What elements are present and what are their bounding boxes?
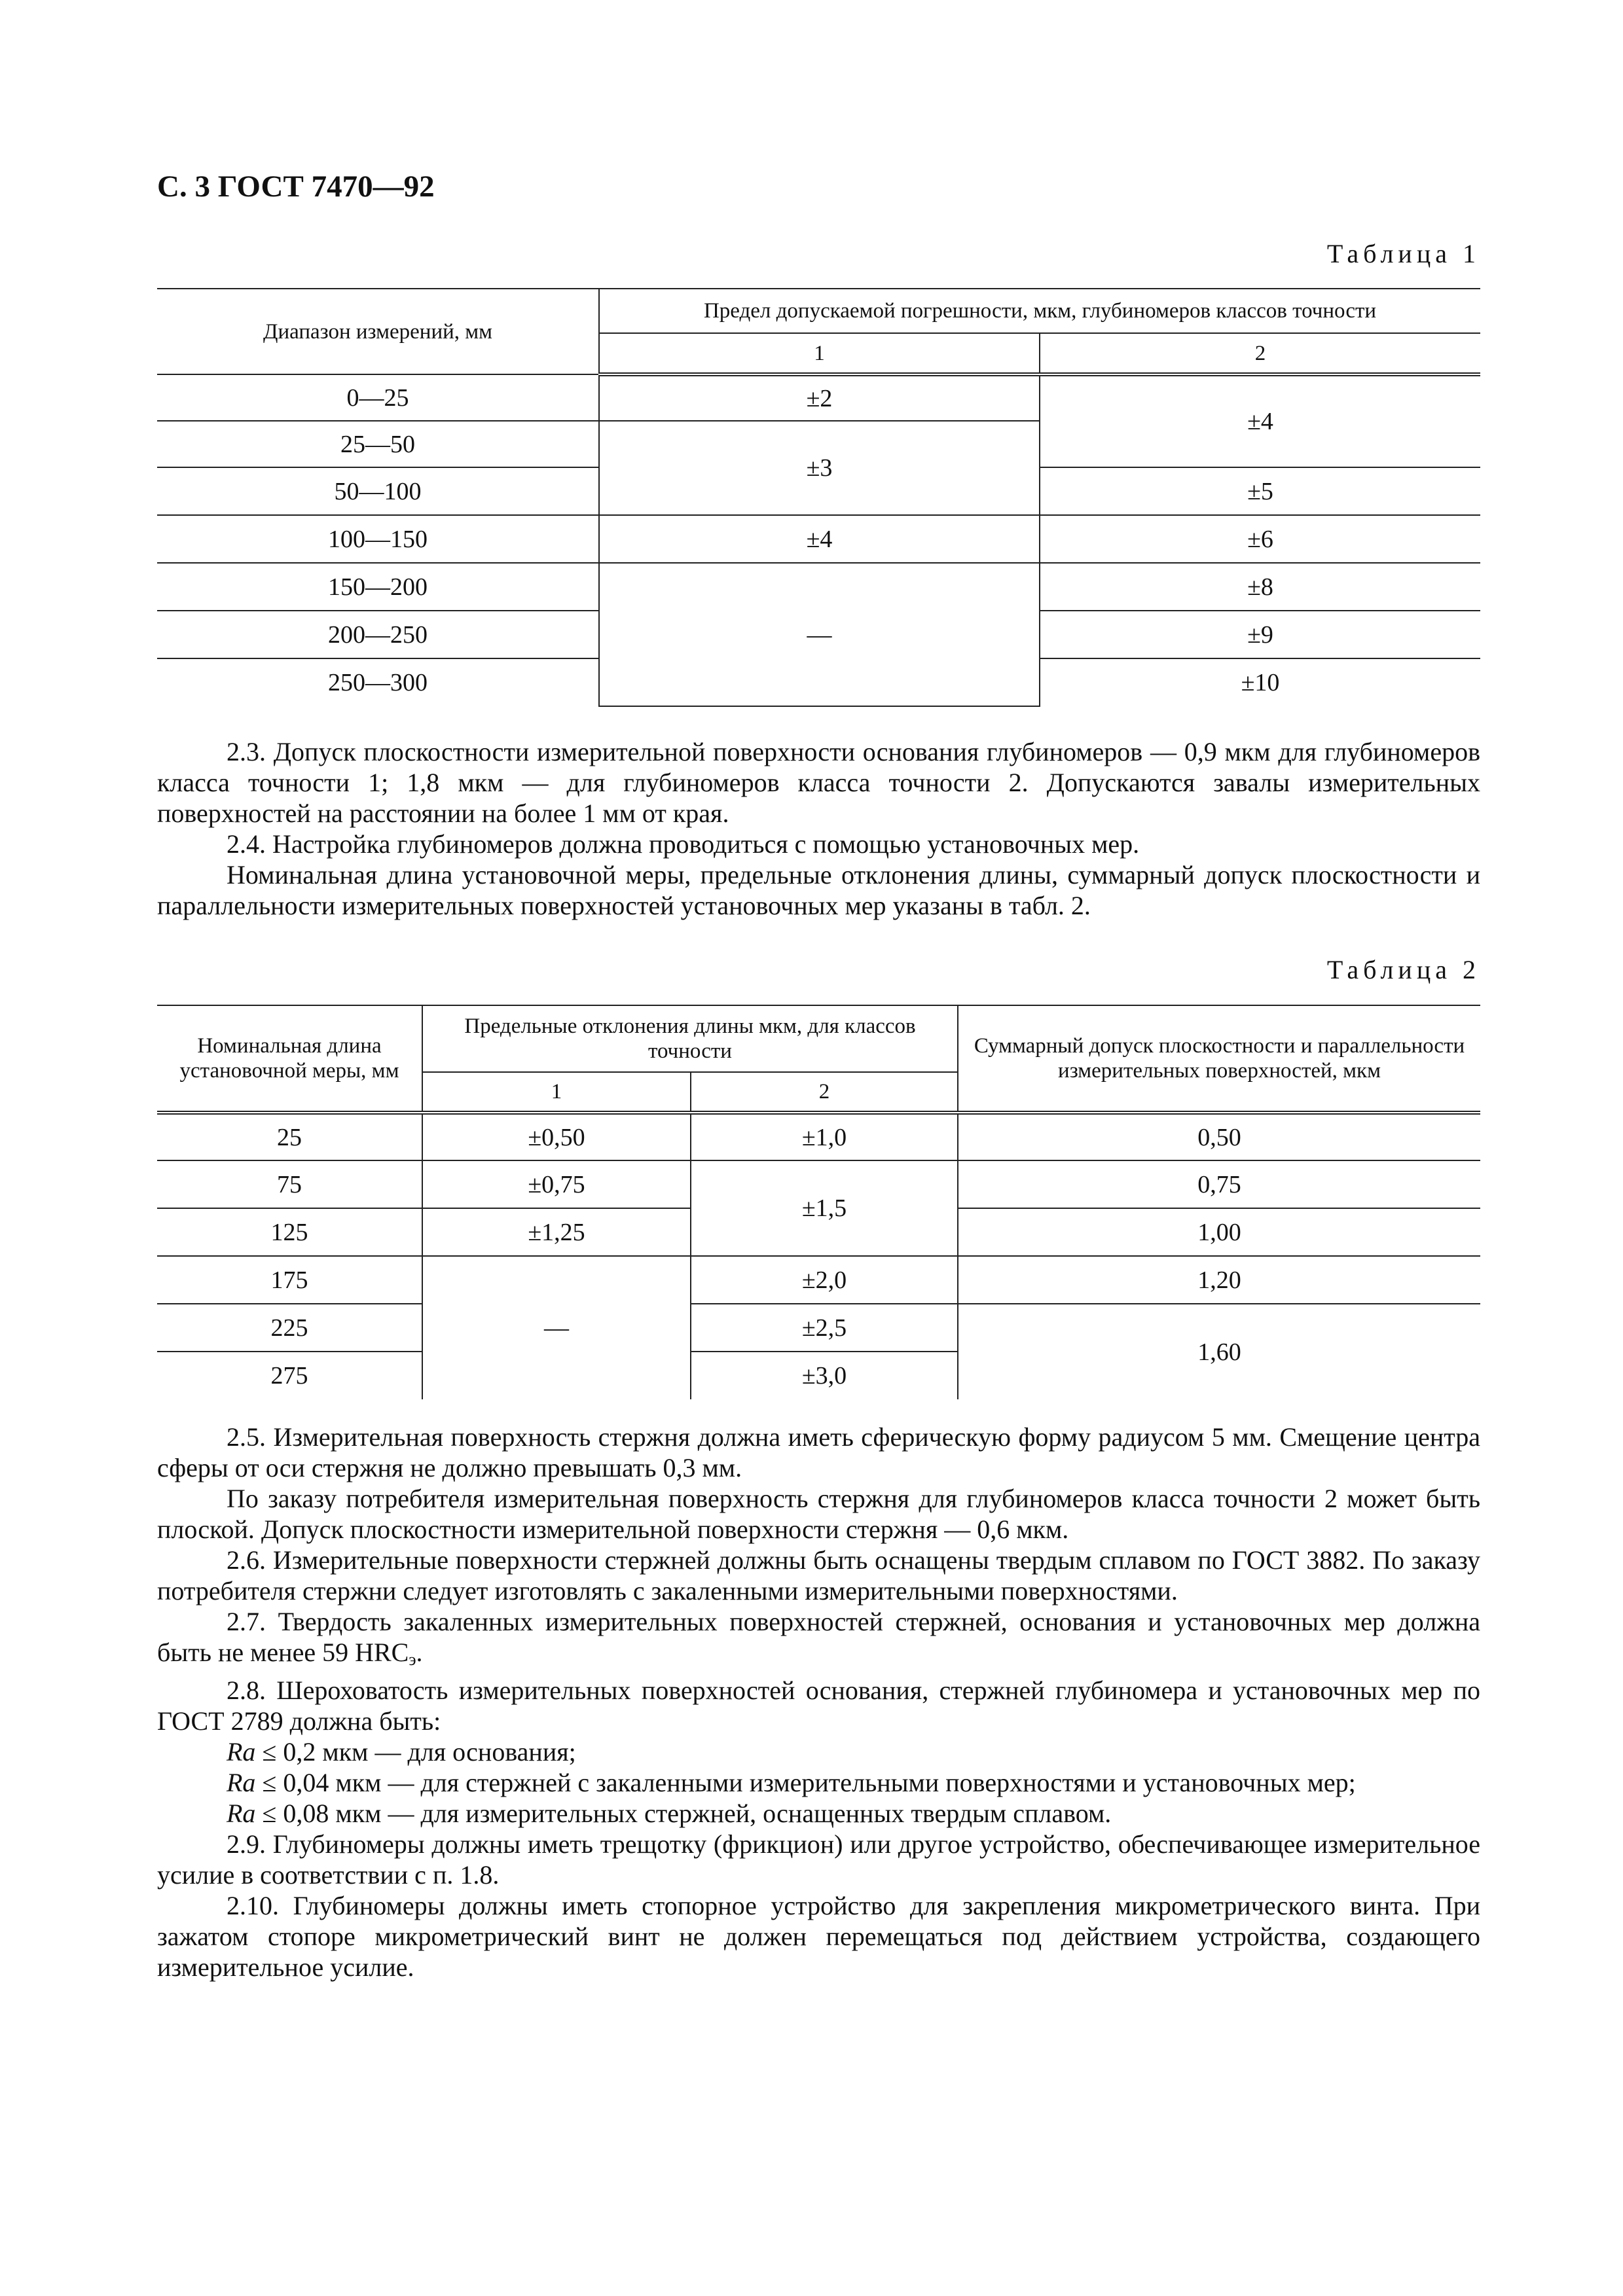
paragraph-2-8: 2.8. Шероховатость измерительных поверхностей основания, стержней глубиномера и установочных мер по ГОСТ 2789 должна быть:: [157, 1676, 1480, 1736]
t1-cell: ±6: [1040, 515, 1480, 563]
table2-caption: Таблица 2: [1326, 955, 1480, 984]
paragraph-2-4: 2.4. Настройка глубиномеров должна проводиться с помощью установочных мер.: [227, 829, 1140, 859]
t2-cell: 1,60: [958, 1304, 1480, 1399]
t1-cell: ±3: [599, 421, 1040, 515]
t2-cell: 75: [157, 1160, 422, 1208]
paragraph-2-5: 2.5. Измерительная поверхность стержня должна иметь сферическую форму радиусом 5 мм. Смещение центра сферы от оси стержня не должно превышать 0,3 мм.: [157, 1422, 1480, 1482]
t1-cell: 25—50: [157, 421, 599, 467]
t2-cell: ±0,75: [422, 1160, 691, 1208]
t2-cell: 275: [157, 1352, 422, 1399]
paragraph-2-3: 2.3. Допуск плоскостности измерительной поверхности основания глубиномеров — 0,9 мкм для глубиномеров класса точности 1; 1,8 мкм — для глубиномеров класса точности 2. Допускаются завалы измерительных поверхностей на расстоянии на более 1 мм от края.: [157, 737, 1480, 828]
t2-cell: ±0,50: [422, 1113, 691, 1160]
t1-cell: ±5: [1040, 467, 1480, 515]
t2-header-class1: 1: [422, 1072, 691, 1113]
t2-cell: ±3,0: [691, 1352, 958, 1399]
t1-header-class2: 2: [1040, 333, 1480, 374]
t1-cell: 50—100: [157, 467, 599, 515]
t2-cell: 1,20: [958, 1256, 1480, 1304]
paragraph-2-5b: По заказу потребителя измерительная поверхность стержня для глубиномеров класса точности 2 может быть плоской. Допуск плоскостности измерительной поверхности стержня — 0,6 мкм.: [157, 1484, 1480, 1544]
ra-line-2: [157, 1767, 1480, 1798]
t2-cell: 0,50: [958, 1113, 1480, 1160]
ra-text: ≤ 0,08 мкм — для измерительных стержней, оснащенных твердым сплавом.: [255, 1799, 1112, 1828]
t2-cell: ±2,5: [691, 1304, 958, 1352]
table2: [157, 1005, 1480, 1399]
page-header: С. 3 ГОСТ 7470—92: [157, 170, 435, 204]
t1-cell: ±10: [1040, 658, 1480, 706]
ra-symbol: Ra: [227, 1768, 256, 1797]
ra-symbol: Ra: [227, 1737, 256, 1767]
t2-cell: 225: [157, 1304, 422, 1352]
paragraph-2-9: 2.9. Глубиномеры должны иметь трещотку (фрикцион) или другое устройство, обеспечивающее измерительное усилие в соответствии с п. 1.8.: [157, 1829, 1480, 1890]
paragraph-2-10: 2.10. Глубиномеры должны иметь стопорное устройство для закрепления микрометрического винта. При зажатом стопоре микрометрический винт не должен перемещаться под действием устройства, создающего измерительное усилие.: [157, 1891, 1480, 1982]
ra-text: ≤ 0,04 мкм — для стержней с закаленными измерительными поверхностями и установочных мер;: [255, 1768, 1356, 1797]
t1-cell: 0—25: [157, 374, 599, 421]
table1-caption: Таблица 1: [1326, 239, 1480, 268]
t2-cell: 0,75: [958, 1160, 1480, 1208]
text-block-1: [157, 736, 1480, 921]
t1-cell: ±4: [599, 515, 1040, 563]
p27-end: .: [416, 1638, 423, 1667]
t1-header-range: Диапазон измерений, мм: [157, 289, 599, 374]
ra-line-1: [157, 1736, 1480, 1767]
t1-header-limit: Предел допускаемой погрешности, мкм, глубиномеров классов точности: [599, 289, 1480, 333]
t1-cell: ±9: [1040, 611, 1480, 658]
ra-symbol: Ra: [227, 1799, 256, 1828]
t1-cell: ±2: [599, 374, 1040, 421]
t2-cell: ±1,5: [691, 1160, 958, 1256]
t1-cell: 200—250: [157, 611, 599, 658]
t2-header-class2: 2: [691, 1072, 958, 1113]
paragraph-2-6: 2.6. Измерительные поверхности стержней должны быть оснащены твердым сплавом по ГОСТ 3882. По заказу потребителя стержни следует изготовлять с закаленными измерительными поверхностями.: [157, 1545, 1480, 1605]
t2-cell: 1,00: [958, 1208, 1480, 1256]
text-block-2: [157, 1422, 1480, 1982]
t2-cell: 175: [157, 1256, 422, 1304]
t1-cell: 150—200: [157, 563, 599, 611]
t1-cell: 250—300: [157, 658, 599, 706]
paragraph-2-4b: Номинальная длина установочной меры, предельные отклонения длины, суммарный допуск плоскостности и параллельности измерительных поверхностей установочных мер указаны в табл. 2.: [157, 860, 1480, 920]
paragraph-2-7: [157, 1606, 1480, 1675]
ra-line-3: [157, 1798, 1480, 1829]
t2-cell: 25: [157, 1113, 422, 1160]
ra-text: ≤ 0,2 мкм — для основания;: [255, 1737, 576, 1767]
t2-header-tol: Суммарный допуск плоскостности и параллельности измерительных поверхностей, мкм: [958, 1005, 1480, 1113]
p27-subscript: э: [409, 1650, 416, 1669]
t1-cell: ±8: [1040, 563, 1480, 611]
t2-cell: ±1,0: [691, 1113, 958, 1160]
t1-header-class1: 1: [599, 333, 1040, 374]
t2-header-dev: Предельные отклонения длины мкм, для классов точности: [422, 1005, 958, 1072]
t2-cell: ±2,0: [691, 1256, 958, 1304]
t1-cell: ±4: [1040, 374, 1480, 467]
t1-cell: 100—150: [157, 515, 599, 563]
t2-cell: —: [422, 1256, 691, 1399]
p27-text: 2.7. Твердость закаленных измерительных поверхностей стержней, основания и установочных мер должна быть не менее 59 HRC: [157, 1607, 1480, 1667]
t2-cell: 125: [157, 1208, 422, 1256]
t2-header-nominal: Номинальная длина установочной меры, мм: [157, 1005, 422, 1113]
t2-cell: ±1,25: [422, 1208, 691, 1256]
table1: [157, 288, 1480, 707]
t1-cell: —: [599, 563, 1040, 706]
